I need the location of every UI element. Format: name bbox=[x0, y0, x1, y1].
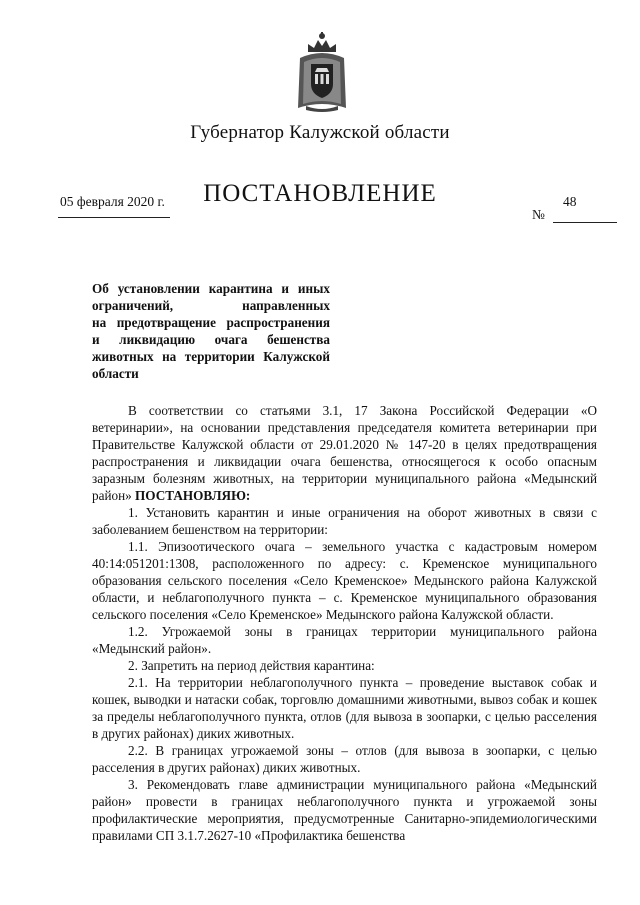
resolution-keyword: ПОСТАНОВЛЯЮ: bbox=[135, 488, 251, 503]
authority-title: Губернатор Калужской области bbox=[190, 122, 450, 143]
document-subject bbox=[92, 280, 330, 382]
subject-line: и ликвидацию очага бешенства bbox=[92, 332, 330, 347]
subject-line: на предотвращение распространения bbox=[92, 315, 330, 330]
subject-line: животных на территории Калужской bbox=[92, 349, 330, 364]
number-underline bbox=[553, 222, 617, 223]
paragraph-2-2: 2.2. В границах угрожаемой зоны – отлов (для вывоза в зоопарки, с целью расселения в других районах) диких животных. bbox=[92, 743, 597, 775]
paragraph-2: 2. Запретить на период действия карантина: bbox=[128, 658, 375, 673]
subject-line: области bbox=[92, 366, 139, 381]
paragraph-2-1: 2.1. На территории неблагополучного пункта – проведение выставок собак и кошек, выводки и натаски собак, торговлю домашними животными, вывоз собак и кошек за пределы неблагополучного пункта, отлов (для вывоза в зоопарки, с целью расселения в других районах) диких животных. bbox=[92, 675, 597, 741]
paragraph-1: 1. Установить карантин и иные ограничения на оборот животных в связи с заболеванием бешенством на территории: bbox=[92, 505, 597, 537]
subject-line: Об установлении карантина и иных bbox=[92, 281, 330, 296]
paragraph-1-2: 1.2. Угрожаемой зоны в границах территории муниципального района «Медынский район». bbox=[92, 624, 597, 656]
document-body bbox=[92, 402, 597, 844]
document-type: ПОСТАНОВЛЕНИЕ bbox=[203, 180, 437, 207]
coat-of-arms-icon bbox=[294, 30, 350, 114]
date-underline bbox=[58, 217, 170, 218]
number-sign: № bbox=[532, 207, 545, 222]
document-date: 05 февраля 2020 г. bbox=[60, 194, 165, 209]
preamble-paragraph bbox=[92, 402, 597, 504]
paragraph-3: 3. Рекомендовать главе администрации муниципального района «Медынский район» провести в границах неблагополучного пункта и угрожаемой зоны профилактические мероприятия, предусмотренные Санитарно-эпидемиологическими правилами СП 3.1.7.2627-10 «Профилактика бешенства bbox=[92, 777, 597, 843]
document-number: 48 bbox=[563, 194, 577, 209]
preamble-text: В соответствии со статьями 3.1, 17 Закона Российской Федерации «О ветеринарии», на основании представления председателя комитета ветеринарии при Правительстве Калужской области от 29.01.2020 № 147-20 в целях предотвращения распространения и ликвидации очага бешенства, относящегося к особо опасным заразным болезням животных, на территории муниципального района «Медынский район» bbox=[92, 403, 597, 503]
subject-line: ограничений, направленных bbox=[92, 298, 330, 313]
paragraph-1-1: 1.1. Эпизоотического очага – земельного участка с кадастровым номером 40:14:051201:1308, расположенного по адресу: с. Кременское муниципального образования сельского поселения «Село Кременское» Медынского района Калужской области, и неблагополучного пункта – с. Кременское муниципального образования сельского поселения «Село Кременское» Медынского района Калужской области. bbox=[92, 539, 597, 622]
